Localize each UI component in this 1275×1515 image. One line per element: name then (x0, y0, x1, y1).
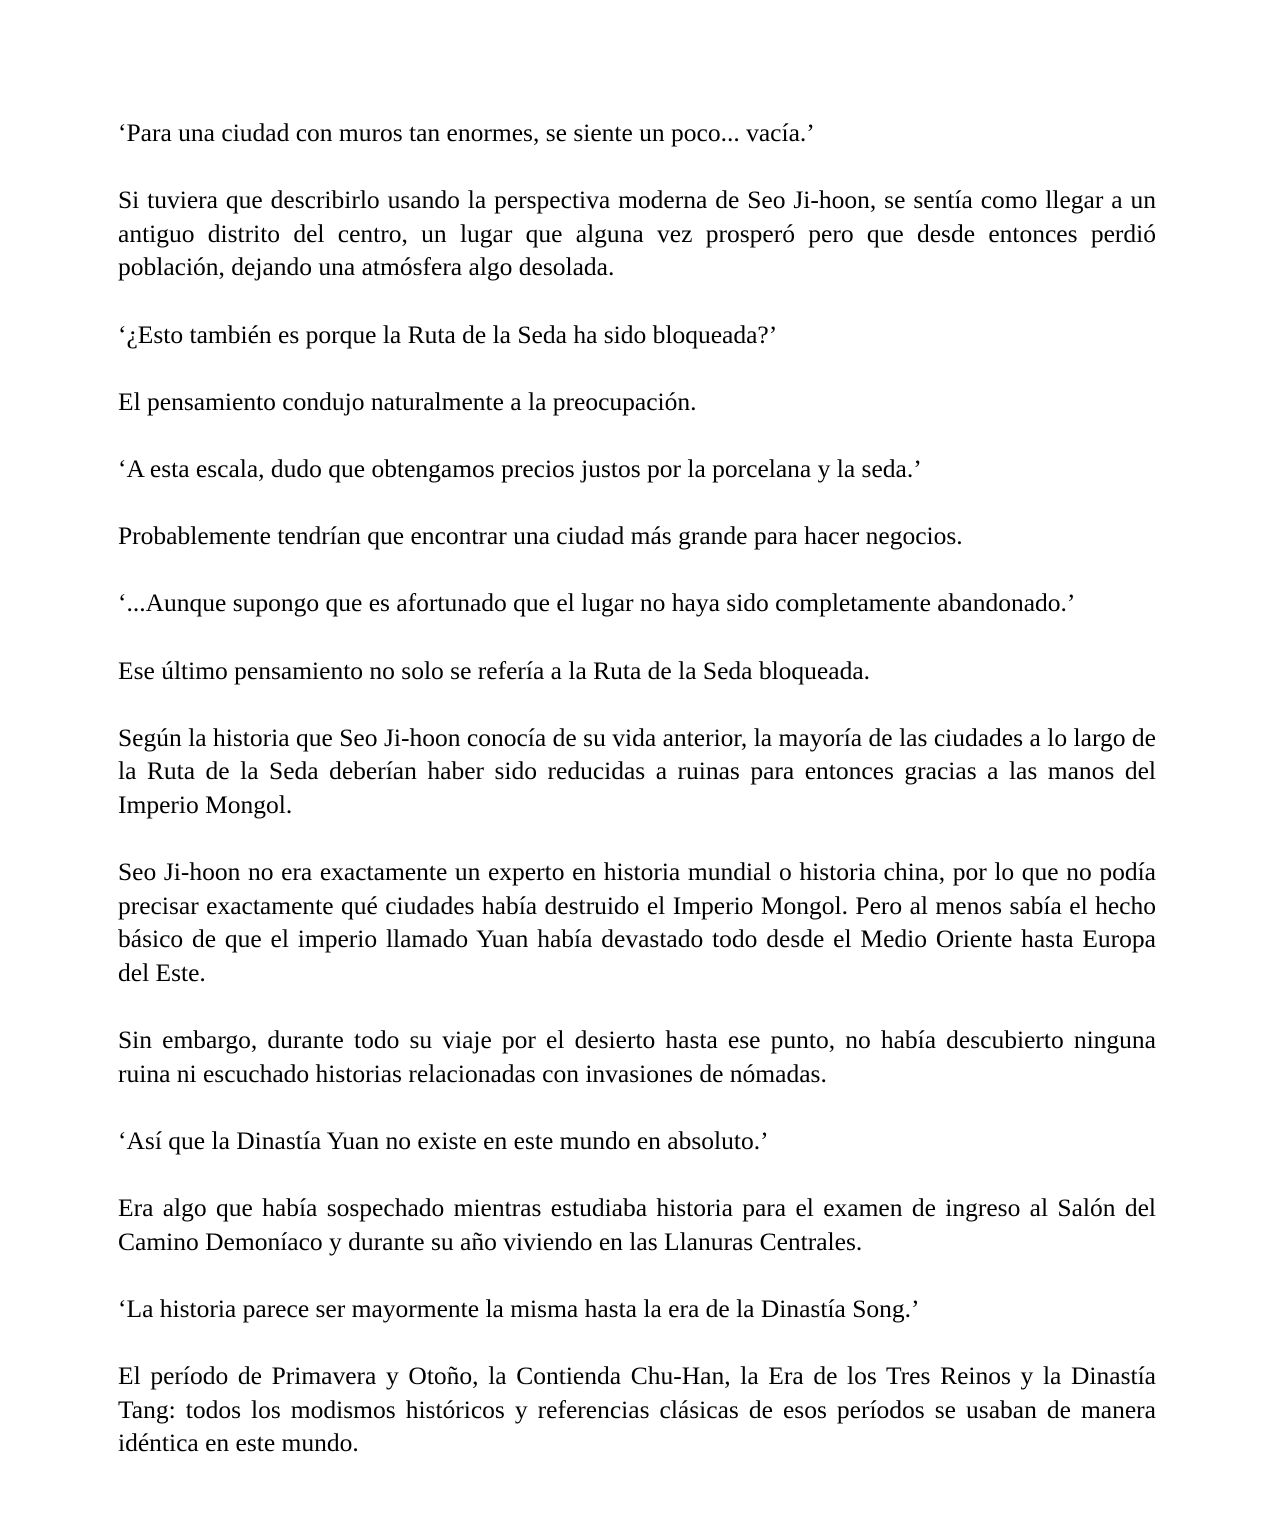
paragraph-5: ‘A esta escala, dudo que obtengamos precios justos por la porcelana y la seda.’ (118, 453, 922, 483)
document-page (118, 116, 1156, 1460)
paragraph-8: Ese último pensamiento no solo se refería a la Ruta de la Seda bloqueada. (118, 655, 871, 685)
paragraph-10: Seo Ji-hoon no era exactamente un experto en historia mundial o historia china, por lo que no podía precisar exactamente qué ciudades había destruido el Imperio Mongol. Pero al menos sabía el hecho básico de que el imperio llamado Yuan había devastado todo desde el Medio Oriente hasta Europa del Este. (118, 857, 1156, 987)
paragraph-15: El período de Primavera y Otoño, la Contienda Chu-Han, la Era de los Tres Reinos y la Dinastía Tang: todos los modismos históricos y referencias clásicas de esos períodos se usaban de manera idéntica en este mundo. (118, 1360, 1156, 1458)
paragraph-1: ‘Para una ciudad con muros tan enormes, se siente un poco... vacía.’ (118, 118, 815, 147)
paragraph-4: El pensamiento condujo naturalmente a la preocupación. (118, 386, 697, 416)
paragraph-13: Era algo que había sospechado mientras estudiaba historia para el examen de ingreso al Salón del Camino Demoníaco y durante su año viviendo en las Llanuras Centrales. (118, 1193, 1156, 1256)
paragraph-2: Si tuviera que describirlo usando la perspectiva moderna de Seo Ji-hoon, se sentía como llegar a un antiguo distrito del centro, un lugar que alguna vez prosperó pero que desde entonces perdió población, dejando una atmósfera algo desolada. (118, 185, 1156, 282)
paragraph-12: ‘Así que la Dinastía Yuan no existe en este mundo en absoluto.’ (118, 1125, 769, 1155)
paragraph-11: Sin embargo, durante todo su viaje por el desierto hasta ese punto, no había descubierto ninguna ruina ni escuchado historias relacionadas con invasiones de nómadas. (118, 1025, 1156, 1088)
paragraph-3: ‘¿Esto también es porque la Ruta de la Seda ha sido bloqueada?’ (118, 319, 778, 349)
paragraph-9: Según la historia que Seo Ji-hoon conocía de su vida anterior, la mayoría de las ciudades a lo largo de la Ruta de la Seda deberían haber sido reducidas a ruinas para entonces gracias a las manos del Imperio Mongol. (118, 722, 1156, 819)
paragraph-7: ‘...Aunque supongo que es afortunado que el lugar no haya sido completamente abandonado.’ (118, 588, 1076, 618)
paragraph-14: ‘La historia parece ser mayormente la misma hasta la era de la Dinastía Song.’ (118, 1293, 920, 1323)
paragraph-6: Probablemente tendrían que encontrar una ciudad más grande para hacer negocios. (118, 521, 963, 551)
